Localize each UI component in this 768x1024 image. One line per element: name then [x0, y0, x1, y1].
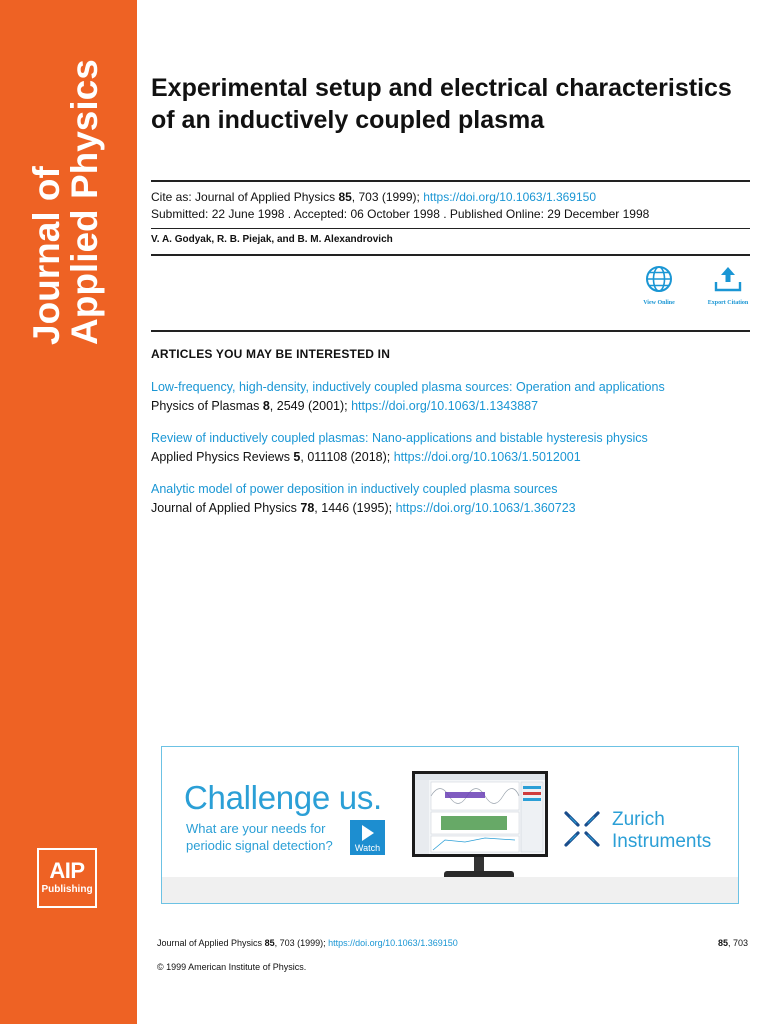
brand-line: Zurich [612, 809, 665, 830]
aip-publishing-logo[interactable] [37, 848, 97, 908]
related-article-title-link[interactable]: Low-frequency, high-density, inductively coupled plasma sources: Operation and applications [151, 380, 665, 394]
ad-subtext [186, 820, 333, 854]
cite-prefix: Cite as: Journal of Applied Physics [151, 190, 339, 204]
footer-cite-volume: 85 [264, 938, 275, 948]
related-article [151, 480, 756, 518]
brand-line: Instruments [612, 831, 712, 852]
logo-publishing-text: Publishing [41, 884, 93, 895]
footer-citation [157, 938, 458, 948]
monitor-stand [474, 857, 484, 871]
cite-doi-link[interactable]: https://doi.org/10.1063/1.369150 [423, 190, 596, 204]
cite-rest: , 703 (1999); [351, 190, 424, 204]
zurich-instruments-wordmark [612, 809, 711, 853]
divider [151, 228, 750, 229]
software-screenshot-icon [415, 774, 545, 854]
monitor-image [412, 771, 548, 857]
footer-doi-link[interactable]: https://doi.org/10.1063/1.369150 [328, 938, 458, 948]
article-title: Experimental setup and electrical characteristics of an inductively coupled plasma [151, 74, 732, 134]
ad-subtext-line: What are your needs for [186, 821, 326, 836]
related-article-rest: , 011108 (2018); [300, 450, 394, 464]
advertisement-banner[interactable] [161, 746, 739, 904]
export-citation-button[interactable] [698, 264, 758, 306]
journal-name-line1: Journal of [26, 166, 67, 345]
related-article-doi-link[interactable]: https://doi.org/10.1063/1.360723 [395, 501, 576, 515]
related-article-rest: , 1446 (1995); [314, 501, 396, 515]
copyright-notice: © 1999 American Institute of Physics. [157, 962, 307, 972]
related-article-rest: , 2549 (2001); [269, 399, 352, 413]
logo-aip-text: AIP [49, 858, 85, 883]
monitor-base [444, 871, 514, 877]
footer-page-volume: 85 [717, 938, 728, 948]
play-icon [362, 825, 374, 841]
footer-cite-prefix: Journal of Applied Physics [157, 938, 265, 948]
view-online-button[interactable] [629, 264, 689, 306]
cite-volume: 85 [338, 190, 352, 204]
related-article-journal: Physics of Plasmas [151, 399, 263, 413]
footer-page-rest: , 703 [727, 938, 748, 948]
related-article-doi-link[interactable]: https://doi.org/10.1063/1.1343887 [351, 399, 539, 413]
related-article [151, 378, 756, 416]
zurich-instruments-logo-icon [562, 809, 602, 849]
monitor-screen [415, 774, 545, 854]
ad-footer-band [162, 877, 738, 903]
export-icon [713, 264, 743, 294]
related-article-journal: Applied Physics Reviews [151, 450, 294, 464]
related-article-volume: 5 [293, 450, 301, 464]
related-article-title-link[interactable]: Review of inductively coupled plasmas: Nano-applications and bistable hysteresis physics [151, 431, 648, 445]
related-article-cite [151, 448, 756, 467]
globe-icon [644, 264, 674, 294]
publication-dates: Submitted: 22 June 1998 . Accepted: 06 October 1998 . Published Online: 29 December 1998 [151, 207, 650, 221]
journal-name [28, 45, 104, 345]
view-online-label: View Online [643, 300, 675, 306]
journal-sidebar [0, 0, 137, 1024]
related-article-cite [151, 499, 756, 518]
related-article-volume: 8 [262, 399, 270, 413]
divider [151, 180, 750, 182]
ad-headline: Challenge us. [184, 779, 382, 816]
authors: V. A. Godyak, R. B. Piejak, and B. M. Alexandrovich [151, 234, 393, 245]
journal-name-line2: Applied Physics [64, 59, 105, 345]
ad-watch-label: Watch [354, 843, 381, 853]
ad-watch-button[interactable] [350, 820, 385, 855]
divider [151, 330, 750, 332]
footer-cite-rest: , 703 (1999); [274, 938, 329, 948]
footer-page-number [718, 938, 748, 948]
divider [151, 254, 750, 256]
related-article-volume: 78 [300, 501, 315, 515]
related-article-journal: Journal of Applied Physics [151, 501, 301, 515]
related-article-title-link[interactable]: Analytic model of power deposition in inductively coupled plasma sources [151, 482, 558, 496]
citation-block [151, 189, 751, 223]
ad-subtext-line: periodic signal detection? [186, 838, 333, 853]
related-article [151, 429, 756, 467]
related-article-doi-link[interactable]: https://doi.org/10.1063/1.5012001 [393, 450, 581, 464]
cite-line [151, 189, 751, 206]
related-articles-heading: ARTICLES YOU MAY BE INTERESTED IN [151, 347, 391, 361]
related-article-cite [151, 397, 756, 416]
export-citation-label: Export Citation [707, 300, 749, 306]
